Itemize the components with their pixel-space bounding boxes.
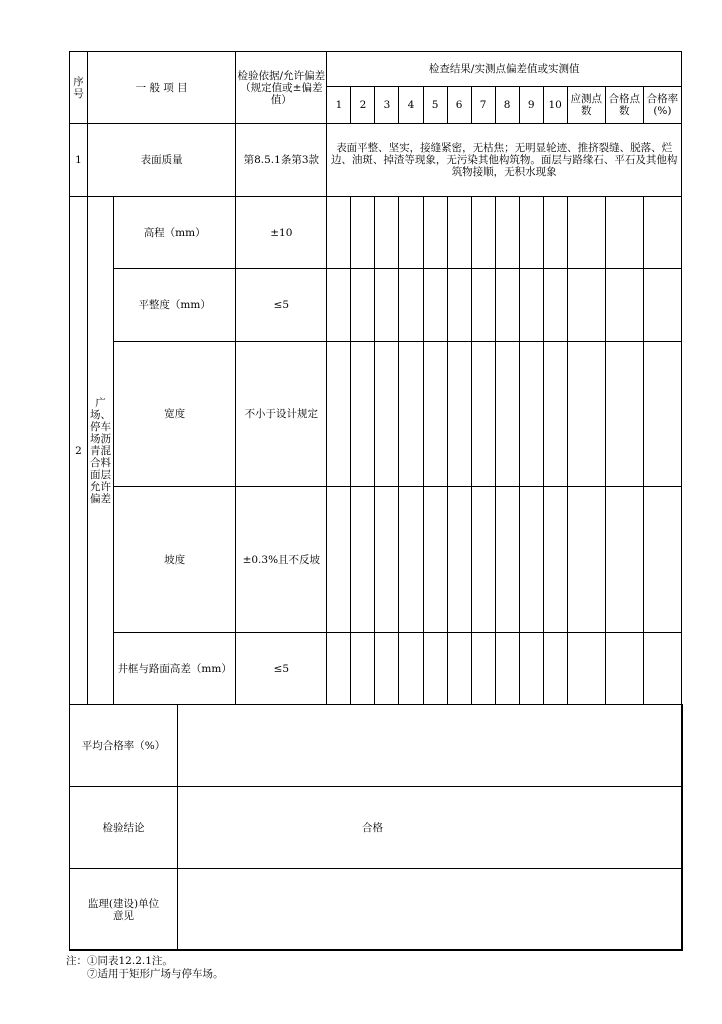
- cell[interactable]: [643, 342, 681, 487]
- cell[interactable]: [351, 269, 375, 342]
- cell[interactable]: [423, 633, 447, 705]
- cell[interactable]: [567, 197, 605, 269]
- should-measure-header: 应测点数: [567, 87, 605, 124]
- basis-header: 检验依据/允许偏差（规定值或±偏差值）: [236, 52, 327, 124]
- cell[interactable]: [447, 633, 471, 705]
- cell[interactable]: [351, 342, 375, 487]
- basis-slope: ±0.3%且不反坡: [236, 487, 327, 633]
- cell[interactable]: [399, 342, 423, 487]
- cell[interactable]: [327, 197, 351, 269]
- row2-group-label: 广场、停车场沥青混合料面层允许偏差: [88, 197, 114, 705]
- cell[interactable]: [351, 633, 375, 705]
- basis-width: 不小于设计规定: [236, 342, 327, 487]
- cell[interactable]: [399, 269, 423, 342]
- cell[interactable]: [495, 197, 519, 269]
- cell[interactable]: [495, 342, 519, 487]
- note-prefix: 注：: [66, 955, 87, 967]
- basis-manhole-height-diff: ≤5: [236, 633, 327, 705]
- cell[interactable]: [471, 269, 495, 342]
- cell[interactable]: [423, 342, 447, 487]
- basis-flatness: ≤5: [236, 269, 327, 342]
- point-9-header: 9: [519, 87, 543, 124]
- note-line-2: ⑦适用于矩形广场与停车场。: [87, 967, 224, 980]
- cell[interactable]: [423, 197, 447, 269]
- cell[interactable]: [375, 342, 399, 487]
- cell[interactable]: [351, 487, 375, 633]
- cell[interactable]: [543, 269, 567, 342]
- point-1-header: 1: [327, 87, 351, 124]
- point-2-header: 2: [351, 87, 375, 124]
- cell[interactable]: [543, 197, 567, 269]
- cell[interactable]: [643, 633, 681, 705]
- cell[interactable]: [567, 633, 605, 705]
- cell[interactable]: [567, 342, 605, 487]
- pass-rate-header: 合格率(%): [643, 87, 681, 124]
- seq-header: 序号: [70, 52, 88, 124]
- cell[interactable]: [643, 487, 681, 633]
- cell[interactable]: [447, 269, 471, 342]
- point-7-header: 7: [471, 87, 495, 124]
- cell[interactable]: [543, 633, 567, 705]
- avg-pass-rate-value[interactable]: [178, 705, 683, 787]
- cell[interactable]: [471, 197, 495, 269]
- cell[interactable]: [423, 269, 447, 342]
- cell[interactable]: [519, 633, 543, 705]
- cell[interactable]: [375, 197, 399, 269]
- cell[interactable]: [375, 633, 399, 705]
- item-slope: 坡度: [114, 487, 236, 633]
- cell[interactable]: [399, 487, 423, 633]
- row1-item: 表面质量: [88, 124, 236, 197]
- cell[interactable]: [605, 197, 643, 269]
- supervision-value[interactable]: [178, 869, 683, 951]
- conclusion-label: 检验结论: [70, 787, 178, 869]
- cell[interactable]: [327, 342, 351, 487]
- cell[interactable]: [519, 342, 543, 487]
- cell[interactable]: [567, 269, 605, 342]
- item-manhole-height-diff: 井框与路面高差（mm）: [114, 633, 236, 705]
- point-8-header: 8: [495, 87, 519, 124]
- conclusion-value[interactable]: 合格: [178, 787, 683, 869]
- cell[interactable]: [399, 197, 423, 269]
- cell[interactable]: [567, 487, 605, 633]
- row1-seq: 1: [70, 124, 88, 197]
- cell[interactable]: [423, 487, 447, 633]
- point-4-header: 4: [399, 87, 423, 124]
- supervision-label: 监理(建设)单位意见: [70, 869, 178, 951]
- cell[interactable]: [605, 633, 643, 705]
- cell[interactable]: [447, 342, 471, 487]
- cell[interactable]: [643, 269, 681, 342]
- cell[interactable]: [375, 269, 399, 342]
- cell[interactable]: [605, 342, 643, 487]
- cell[interactable]: [519, 197, 543, 269]
- cell[interactable]: [327, 269, 351, 342]
- qualified-points-header: 合格点数: [605, 87, 643, 124]
- row1-description: 表面平整、坚实，接缝紧密，无枯焦；无明显轮迹、推挤裂缝、脱落、烂边、油斑、掉渣等现象，无污染其他构筑物。面层与路缘石、平石及其他构筑物接顺，无积水现象: [327, 124, 682, 197]
- cell[interactable]: [495, 487, 519, 633]
- summary-table: [69, 704, 683, 951]
- cell[interactable]: [375, 487, 399, 633]
- point-10-header: 10: [543, 87, 567, 124]
- inspection-form: [69, 51, 683, 951]
- general-item-header: 一 般 项 目: [88, 52, 236, 124]
- cell[interactable]: [643, 197, 681, 269]
- cell[interactable]: [605, 269, 643, 342]
- note-line-1: [66, 955, 224, 968]
- item-width: 宽度: [114, 342, 236, 487]
- cell[interactable]: [447, 197, 471, 269]
- basis-elevation: ±10: [236, 197, 327, 269]
- cell[interactable]: [447, 487, 471, 633]
- cell[interactable]: [605, 487, 643, 633]
- row1-basis: 第8.5.1条第3款: [236, 124, 327, 197]
- cell[interactable]: [471, 487, 495, 633]
- cell[interactable]: [327, 633, 351, 705]
- cell[interactable]: [471, 342, 495, 487]
- item-elevation: 高程（mm）: [114, 197, 236, 269]
- cell[interactable]: [495, 269, 519, 342]
- cell[interactable]: [543, 487, 567, 633]
- point-3-header: 3: [375, 87, 399, 124]
- cell[interactable]: [519, 487, 543, 633]
- note-text-1: ①同表12.2.1注。: [87, 955, 173, 967]
- row2-seq: 2: [70, 197, 88, 705]
- point-6-header: 6: [447, 87, 471, 124]
- cell[interactable]: [471, 633, 495, 705]
- cell[interactable]: [399, 633, 423, 705]
- results-header: 检查结果/实测点偏差值或实测值: [327, 52, 682, 87]
- inspection-table: [69, 51, 682, 705]
- cell[interactable]: [495, 633, 519, 705]
- cell[interactable]: [519, 269, 543, 342]
- point-5-header: 5: [423, 87, 447, 124]
- cell[interactable]: [327, 487, 351, 633]
- cell[interactable]: [543, 342, 567, 487]
- avg-pass-rate-label: 平均合格率（%）: [70, 705, 178, 787]
- notes: [66, 955, 224, 980]
- item-flatness: 平整度（mm）: [114, 269, 236, 342]
- cell[interactable]: [351, 197, 375, 269]
